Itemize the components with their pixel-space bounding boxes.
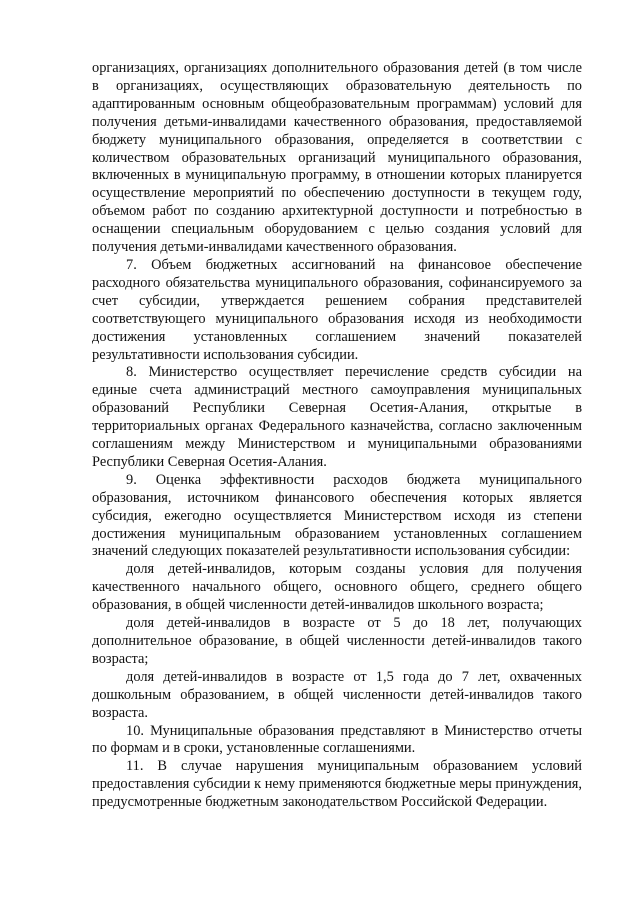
indicator-item-2: доля детей-инвалидов в возрасте от 5 до 18 лет, получающих дополнительное образование, в общей численности детей-инвалидов такого возраста; [92, 615, 582, 667]
paragraph-11: 11. В случае нарушения муниципальным образованием условий предоставления субсидии к нему применяются бюджетные меры принуждения, предусмотренные бюджетным законодательством Российской Федерации. [92, 758, 582, 811]
paragraph-9: 9. Оценка эффективности расходов бюджета муниципального образования, источником финансового обеспечения которых является субсидия, ежегодно осуществляется Министерством исходя из степени достижения муниципальным образованием установленных соглашением значений следующих показателей результативности использования субсидии: [92, 471, 582, 560]
paragraph-7: 7. Объем бюджетных ассигнований на финансовое обеспечение расходного обязательства муниципального образования, софинансируемого за счет субсидии, утверждается решением собрания представителей соответствующего муниципального образования исходя из необходимости достижения установленных соглашением значений показателей результативности использования субсидии. [92, 256, 582, 363]
indicator-item-1: доля детей-инвалидов, которым созданы условия для получения качественного начального общего, основного общего, среднего общего образования, в общей численности детей-инвалидов школьного возраста; [92, 561, 582, 614]
paragraph-10: 10. Муниципальные образования представляют в Министерство отчеты по формам и в сроки, установленные соглашениями. [92, 722, 582, 757]
document-page [92, 60, 582, 812]
indicator-item-3: доля детей-инвалидов в возрасте от 1,5 года до 7 лет, охваченных дошкольным образованием, в общей численности детей-инвалидов такого возраста. [92, 668, 582, 721]
paragraph-8: 8. Министерство осуществляет перечисление средств субсидии на единые счета администраций местного самоуправления муниципальных образований Республики Северная Осетия-Алания, открытые в территориальных органах Федерального казначейства, согласно заключенным соглашениям между Министерством и муниципальными образованиями Республики Северная Осетия-Алания. [92, 364, 582, 470]
paragraph-continuation: организациях, организациях дополнительного образования детей (в том числе в организациях, осуществляющих образовательную деятельность по адаптированным основным общеобразовательным программам) условий для получения детьми-инвалидами качественного образования, предоставляемой бюджету муниципального образования, определяется в соответствии с количеством образовательных организаций муниципального образования, включенных в муниципальную программу, в отношении которых планируется осуществление мероприятий по обеспечению доступности в текущем году, объемом работ по созданию архитектурной доступности и потребностью в оснащении специальным оборудованием с целью создания условий для получения детьми-инвалидами качественного образования. [92, 60, 582, 256]
